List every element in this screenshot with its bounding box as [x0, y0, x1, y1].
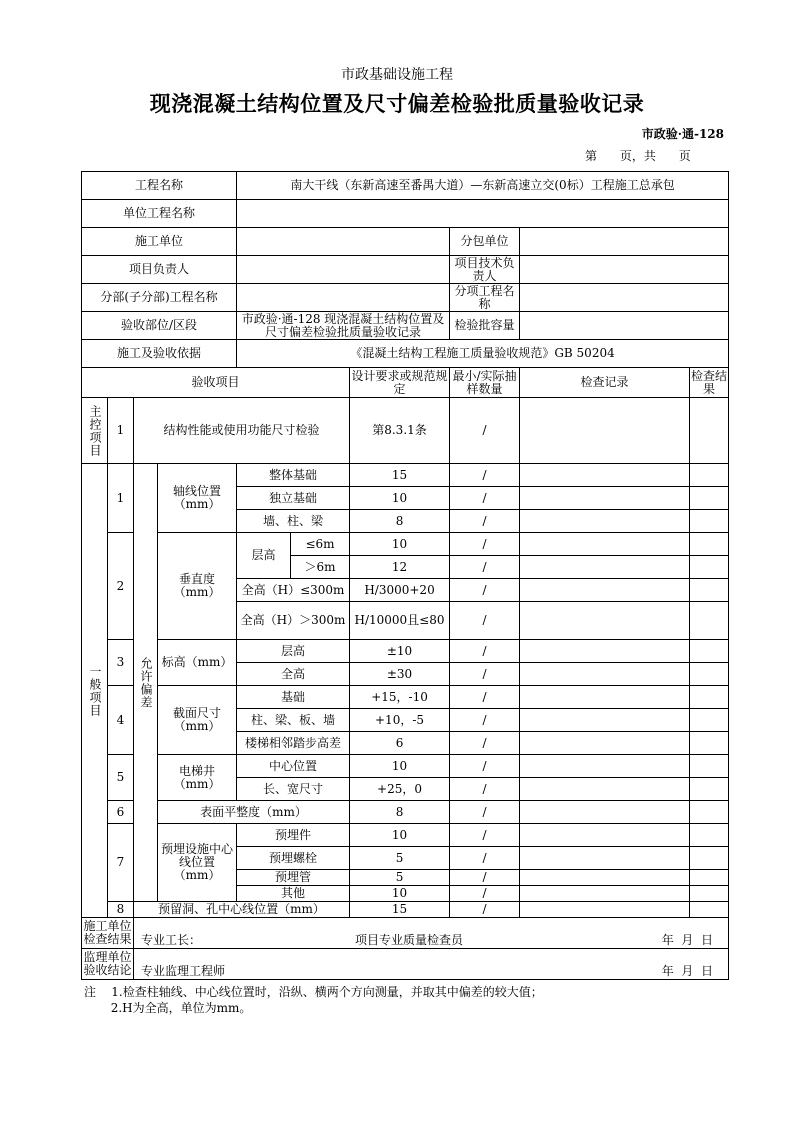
result-cell[interactable] — [690, 556, 729, 579]
table-row — [82, 686, 729, 709]
form-number: 市政验·通-128 — [641, 127, 724, 141]
sample-value: / — [450, 510, 520, 533]
group-no: 1 — [108, 464, 134, 533]
contractor-result-value[interactable] — [134, 918, 729, 949]
batch-value[interactable] — [520, 312, 729, 340]
sub-item: 独立基础 — [237, 487, 350, 510]
subcontractor-value[interactable] — [520, 228, 729, 256]
record-cell[interactable] — [520, 602, 690, 640]
main-control-label: 主控项目 — [82, 398, 108, 464]
group-name: 电梯井（mm） — [158, 755, 237, 801]
main-control-item: 结构性能或使用功能尺寸检验 — [134, 398, 350, 464]
subitem-value[interactable] — [520, 284, 729, 312]
design-value: ±10 — [350, 640, 450, 663]
sample-value: / — [450, 886, 520, 902]
sample-value: / — [450, 487, 520, 510]
sub-item: 基础 — [237, 686, 350, 709]
result-cell[interactable] — [690, 487, 729, 510]
record-cell[interactable] — [520, 778, 690, 801]
result-cell[interactable] — [690, 579, 729, 602]
col-header-result: 检查结果 — [691, 368, 728, 396]
contractor-label: 施工单位 — [82, 228, 237, 256]
notes — [84, 984, 543, 1016]
allow-label: 允许偏差 — [134, 464, 158, 902]
record-cell[interactable] — [520, 686, 690, 709]
design-value: +15，-10 — [350, 686, 450, 709]
table-row — [82, 640, 729, 663]
contractor-value[interactable] — [237, 228, 450, 256]
sample-value: / — [450, 663, 520, 686]
general-label: 一般项目 — [82, 464, 108, 918]
table-row — [82, 801, 729, 824]
unit-project-value[interactable] — [237, 200, 729, 228]
result-cell[interactable] — [690, 755, 729, 778]
sample-value: / — [450, 533, 520, 556]
record-cell[interactable] — [520, 663, 690, 686]
design-value: H/3000+20 — [350, 579, 450, 602]
pm-value[interactable] — [237, 256, 450, 284]
group-no: 8 — [108, 902, 134, 918]
sample-value: / — [450, 801, 520, 824]
record-cell[interactable] — [520, 755, 690, 778]
col-header-sample: 最小/实际抽样数量 — [450, 368, 520, 398]
main-control-record[interactable] — [520, 398, 690, 464]
project-name-value: 南大干线（东新高速至番禺大道）—东新高速立交(0标）工程施工总承包 — [237, 172, 729, 200]
design-value: +10，-5 — [350, 709, 450, 732]
sub-item: 全高 — [237, 663, 350, 686]
col-header-design: 设计要求或规范规定 — [351, 368, 448, 396]
result-cell[interactable] — [690, 602, 729, 640]
sample-value: / — [450, 847, 520, 870]
record-cell[interactable] — [520, 640, 690, 663]
group-name: 垂直度（mm） — [158, 533, 237, 640]
design-value: +25，0 — [350, 778, 450, 801]
result-cell[interactable] — [690, 886, 729, 902]
sample-value: / — [450, 755, 520, 778]
basis-value: 《混凝土结构工程施工质量验收规范》GB 50204 — [237, 340, 729, 368]
result-cell[interactable] — [690, 510, 729, 533]
sub-item: ＞6m — [291, 556, 350, 579]
table-row — [82, 464, 729, 487]
design-value: 10 — [350, 487, 450, 510]
design-value: ±30 — [350, 663, 450, 686]
design-value: 12 — [350, 556, 450, 579]
sub-item: 长、宽尺寸 — [237, 778, 350, 801]
record-cell[interactable] — [520, 709, 690, 732]
division-value[interactable] — [237, 284, 450, 312]
sub-item: 预埋管 — [237, 870, 350, 886]
result-cell[interactable] — [690, 870, 729, 886]
sub-item: 层高 — [237, 640, 350, 663]
location-value: 市政验·通-128 现浇混凝土结构位置及尺寸偏差检验批质量验收记录 — [237, 312, 450, 340]
sample-value: / — [450, 686, 520, 709]
record-cell[interactable] — [520, 886, 690, 902]
result-cell[interactable] — [690, 686, 729, 709]
design-value: 6 — [350, 732, 450, 755]
sub-item: 整体基础 — [237, 464, 350, 487]
table-row — [82, 824, 729, 847]
sample-value: / — [450, 778, 520, 801]
form-series: 市政基础设施工程 — [341, 67, 453, 83]
batch-label: 检验批容量 — [450, 312, 520, 340]
record-cell[interactable] — [520, 801, 690, 824]
table-row — [82, 533, 729, 556]
design-value: 10 — [350, 824, 450, 847]
pm-label: 项目负责人 — [82, 256, 237, 284]
group-no: 7 — [108, 824, 134, 902]
sub-item: 预埋件 — [237, 824, 350, 847]
record-cell[interactable] — [520, 870, 690, 886]
inspector-label: 项目专业质量检查员 — [355, 932, 464, 947]
sample-value: / — [450, 709, 520, 732]
group-no: 4 — [108, 686, 134, 755]
design-value: 10 — [350, 886, 450, 902]
main-control-result[interactable] — [690, 398, 729, 464]
record-cell[interactable] — [520, 732, 690, 755]
group-name: 预留洞、孔中心线位置（mm） — [134, 902, 350, 918]
sample-value: / — [450, 732, 520, 755]
group-name: 预埋设施中心线位置（mm） — [158, 824, 237, 902]
group-name: 轴线位置（mm） — [158, 464, 237, 533]
design-value: 8 — [350, 510, 450, 533]
result-cell[interactable] — [690, 801, 729, 824]
inspection-table — [81, 171, 729, 980]
main-control-design: 第8.3.1条 — [350, 398, 450, 464]
result-cell[interactable] — [690, 847, 729, 870]
sample-value: / — [450, 640, 520, 663]
result-cell[interactable] — [690, 732, 729, 755]
design-value: 5 — [350, 847, 450, 870]
tech-lead-value[interactable] — [520, 256, 729, 284]
result-cell[interactable] — [690, 778, 729, 801]
contractor-result-label: 施工单位检查结果 — [82, 918, 134, 949]
group-name: 表面平整度（mm） — [158, 801, 350, 824]
design-value: 15 — [350, 902, 450, 918]
record-cell[interactable] — [520, 464, 690, 487]
main-control-no: 1 — [108, 398, 134, 464]
group-name: 标高（mm） — [158, 640, 237, 686]
result-cell[interactable] — [690, 663, 729, 686]
table-row — [82, 902, 729, 918]
sample-value: / — [450, 464, 520, 487]
sub-item: 其他 — [237, 886, 350, 902]
record-cell[interactable] — [520, 847, 690, 870]
subitem-label: 分项工程名称 — [450, 284, 520, 312]
supervisor-engineer-label: 专业监理工程师 — [141, 963, 226, 978]
sample-value: / — [450, 870, 520, 886]
record-cell[interactable] — [520, 556, 690, 579]
sub-item: 中心位置 — [237, 755, 350, 778]
sample-value: / — [450, 579, 520, 602]
result-cell[interactable] — [690, 640, 729, 663]
sub-item: 墙、柱、梁 — [237, 510, 350, 533]
group-no: 2 — [108, 533, 134, 640]
supervisor-label: 监理单位验收结论 — [82, 949, 134, 980]
design-value: 10 — [350, 533, 450, 556]
layer-height-label: 层高 — [237, 533, 291, 579]
record-cell[interactable] — [520, 824, 690, 847]
note-1: 1.检查柱轴线、中心线位置时，沿纵、横两个方向测量，并取其中偏差的较大值； — [111, 985, 543, 999]
result-cell[interactable] — [690, 709, 729, 732]
sample-value: / — [450, 602, 520, 640]
sample-value: / — [450, 902, 520, 918]
location-label: 验收部位/区段 — [82, 312, 237, 340]
design-value: 10 — [350, 755, 450, 778]
group-name: 截面尺寸（mm） — [158, 686, 237, 755]
date2-label: 年 月 日 — [661, 963, 714, 978]
foreman-label: 专业工长： — [141, 932, 202, 947]
sub-item: 预埋螺栓 — [237, 847, 350, 870]
design-value: H/10000且≤80 — [350, 602, 450, 640]
unit-project-label: 单位工程名称 — [82, 200, 237, 228]
page-title: 现浇混凝土结构位置及尺寸偏差检验批质量验收记录 — [149, 91, 645, 116]
sub-item: 全高（H）≤300m — [237, 579, 350, 602]
project-name-label: 工程名称 — [82, 172, 237, 200]
result-cell[interactable] — [690, 533, 729, 556]
design-value: 8 — [350, 801, 450, 824]
record-cell[interactable] — [520, 487, 690, 510]
subcontractor-label: 分包单位 — [450, 228, 520, 256]
group-no: 5 — [108, 755, 134, 801]
record-cell[interactable] — [520, 510, 690, 533]
division-label: 分部(子分部)工程名称 — [82, 284, 237, 312]
record-cell[interactable] — [520, 902, 690, 918]
note-2: 2.H为全高，单位为mm。 — [110, 1001, 252, 1015]
table-row — [82, 755, 729, 778]
design-value: 5 — [350, 870, 450, 886]
main-control-sample: / — [450, 398, 520, 464]
result-cell[interactable] — [690, 824, 729, 847]
design-value: 15 — [350, 464, 450, 487]
notes-prefix: 注 — [84, 985, 97, 999]
sub-item: 柱、梁、板、墙 — [237, 709, 350, 732]
col-header-record: 检查记录 — [520, 368, 690, 398]
col-header-item: 验收项目 — [82, 368, 350, 398]
sub-item: 楼梯相邻踏步高差 — [237, 732, 350, 755]
result-cell[interactable] — [690, 902, 729, 918]
date-label: 年 月 日 — [661, 932, 714, 947]
supervisor-value[interactable] — [134, 949, 729, 980]
basis-label: 施工及验收依据 — [82, 340, 237, 368]
group-no: 3 — [108, 640, 134, 686]
sub-item: 全高（H）＞300m — [237, 602, 350, 640]
tech-lead-label: 项目技术负责人 — [450, 256, 520, 284]
record-cell[interactable] — [520, 579, 690, 602]
record-cell[interactable] — [520, 533, 690, 556]
sample-value: / — [450, 556, 520, 579]
sample-value: / — [450, 824, 520, 847]
group-no: 6 — [108, 801, 134, 824]
sub-item: ≤6m — [291, 533, 350, 556]
page-info: 第 页，共 页 — [585, 149, 691, 163]
result-cell[interactable] — [690, 464, 729, 487]
